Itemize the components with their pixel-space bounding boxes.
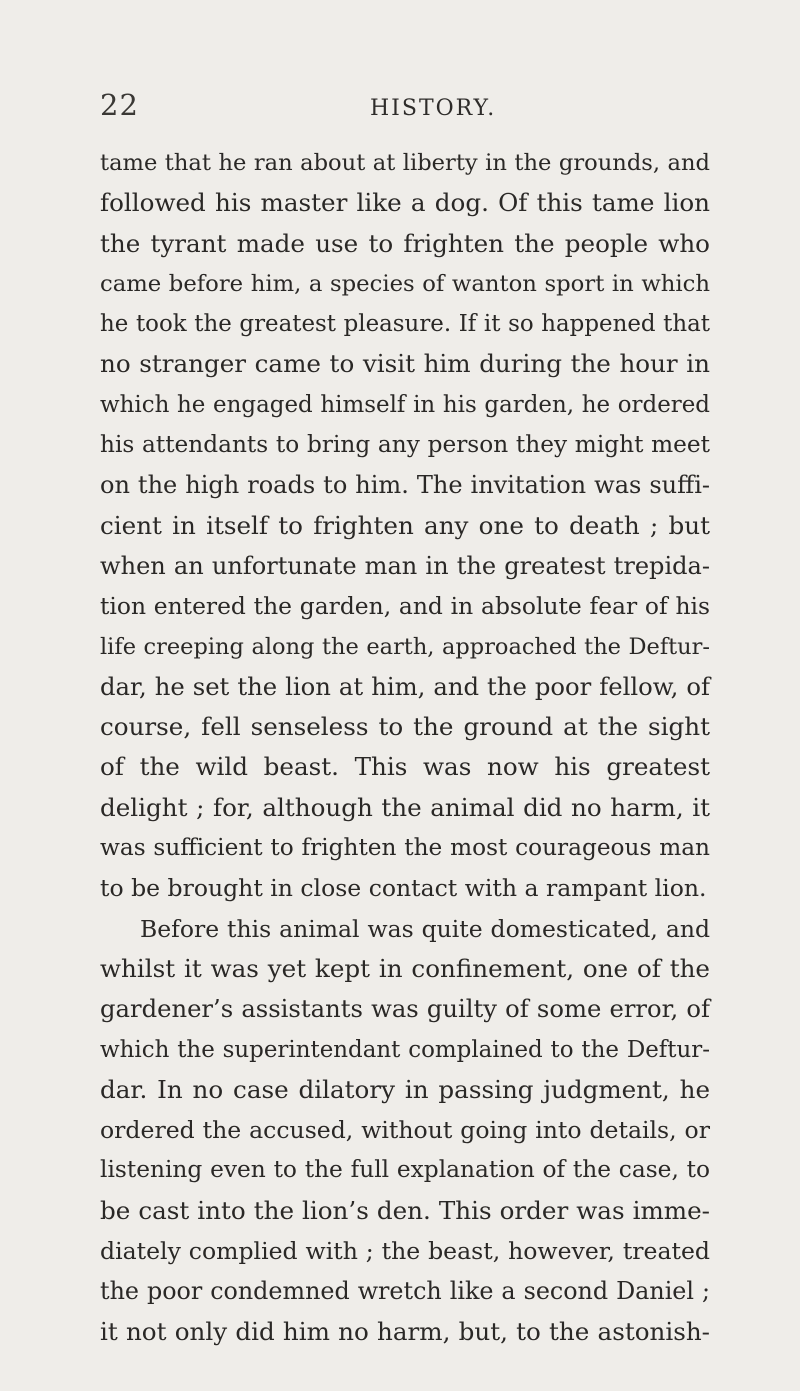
text-line: gardener’s assistants was guilty of some error, of: [100, 994, 710, 1024]
text-line: course, fell senseless to the ground at the sight: [100, 712, 710, 742]
text-line: tame that he ran about at liberty in the grounds, and: [100, 150, 710, 176]
text-line: which the superintendant complained to the Deftur-: [100, 1036, 710, 1063]
text-line: the tyrant made use to frighten the people who: [100, 228, 710, 258]
text-line: dar. In no case dilatory in passing judgment, he: [100, 1074, 710, 1104]
text-line: came before him, a species of wanton sport in which: [100, 270, 710, 297]
text-line: was sufficient to frighten the most courageous man: [100, 834, 710, 862]
text-line: diately complied with ; the beast, however, treated: [100, 1237, 710, 1266]
text-line: he took the greatest pleasure. If it so happened that: [100, 311, 710, 338]
text-line: the poor condemned wretch like a second Daniel ;: [100, 1277, 710, 1306]
body-text: [100, 143, 710, 1352]
text-line: of the wild beast. This was now his greatest: [100, 752, 710, 782]
text-line: Before this animal was quite domesticated, and: [140, 914, 710, 943]
text-line: life creeping along the earth, approached the Deftur-: [100, 633, 710, 660]
text-line: dar, he set the lion at him, and the poor fellow, of: [100, 671, 710, 701]
page-number: 22: [100, 88, 139, 122]
text-line: ordered the accused, without going into details, or: [100, 1116, 710, 1145]
text-line: delight ; for, although the animal did no harm, it: [100, 792, 710, 822]
running-title: HISTORY.: [370, 96, 497, 121]
text-line: whilst it was yet kept in confinement, one of the: [100, 953, 710, 983]
text-line: on the high roads to him. The invitation was suffi-: [100, 471, 710, 500]
text-line: tion entered the garden, and in absolute fear of his: [100, 592, 710, 621]
text-line: be cast into the lion’s den. This order was imme-: [100, 1195, 710, 1225]
page-header: [100, 88, 740, 128]
text-line: followed his master like a dog. Of this tame lion: [100, 188, 710, 218]
text-line: his attendants to bring any person they might meet: [100, 431, 710, 459]
text-line: it not only did him no harm, but, to the astonish-: [100, 1316, 710, 1346]
text-line: when an unfortunate man in the greatest trepida-: [100, 551, 710, 580]
text-line: cient in itself to frighten any one to death ; but: [100, 510, 710, 540]
text-line: to be brought in close contact with a rampant lion.: [100, 874, 707, 903]
text-line: which he engaged himself in his garden, he ordered: [100, 391, 710, 418]
text-line: listening even to the full explanation of the case, to: [100, 1156, 710, 1184]
text-line: no stranger came to visit him during the hour in: [100, 349, 710, 379]
